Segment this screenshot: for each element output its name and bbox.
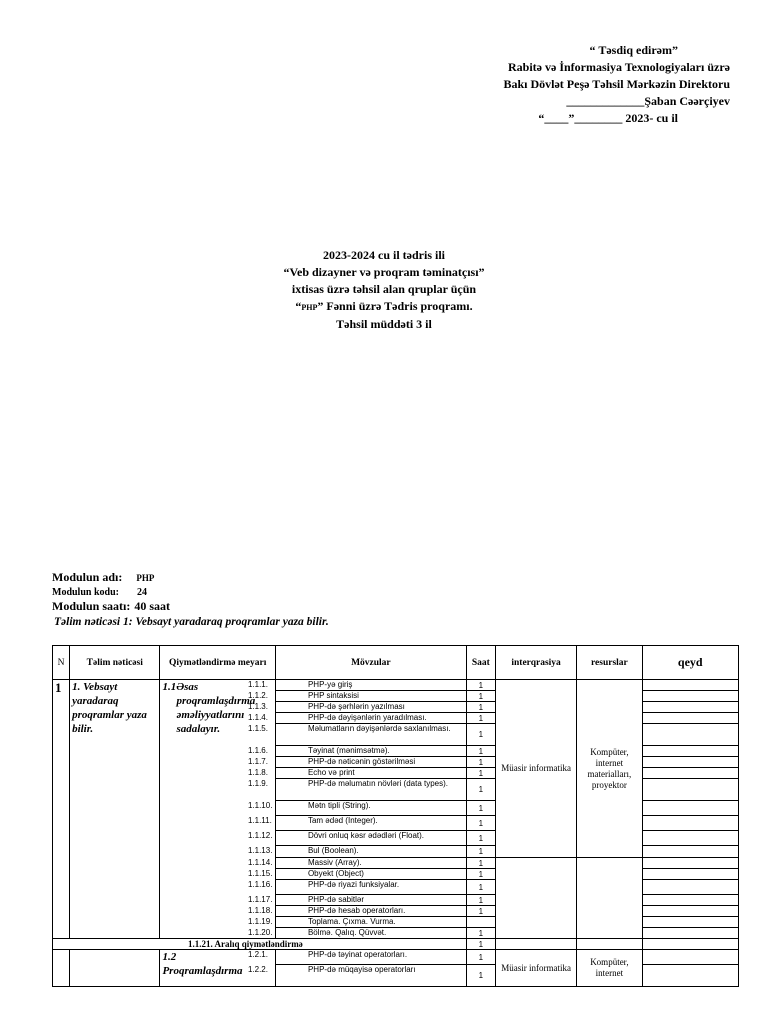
note-cell — [642, 939, 738, 950]
topic-hours: 1 — [466, 950, 495, 965]
module-hours-value: 40 saat — [134, 599, 171, 613]
topic-number: 1.2.1. — [247, 950, 268, 959]
note-cell — [642, 680, 738, 691]
module-code-value: 24 — [136, 587, 147, 598]
integration-cell-empty — [495, 858, 576, 939]
heading-year: 2023-2024 cu il tədris ili — [323, 248, 445, 262]
topic-number: 1.1.8. — [247, 768, 268, 777]
heading-groups: ixtisas üzrə təhsil alan qruplar üçün — [291, 282, 477, 296]
topic-hours: 1 — [466, 713, 495, 724]
interim-assessment-row — [53, 939, 739, 950]
assessment-criteria-2-text: Proqramlaşdırma — [162, 965, 243, 977]
module-name-label: Modulun adı: — [52, 570, 123, 584]
note-cell — [642, 724, 738, 746]
topic-hours: 1 — [466, 831, 495, 846]
approval-block — [330, 42, 730, 127]
approval-signature: _____________Şaban Cəərçiyev — [566, 94, 730, 108]
topic-number: 1.1.3. — [247, 702, 268, 711]
topic-text: Təyinat (mənimsətmə). — [307, 746, 390, 755]
topic-number: 1.1.19. — [247, 917, 273, 926]
note-cell — [642, 880, 738, 895]
section-number-empty — [53, 950, 70, 987]
interim-integration — [495, 939, 576, 950]
curriculum-table — [52, 645, 739, 987]
table-row — [53, 680, 739, 691]
note-cell — [642, 928, 738, 939]
note-cell — [642, 917, 738, 928]
topic-text: Bul (Boolean). — [307, 846, 359, 855]
topic-cell — [247, 950, 466, 965]
topic-hours: 1 — [466, 858, 495, 869]
col-header-outcome: Təlim nəticəsi — [70, 646, 160, 680]
topic-text: Mətn tipli (String). — [307, 801, 371, 810]
topic-text: Massiv (Array). — [307, 858, 362, 867]
topic-cell — [247, 869, 466, 880]
module-code-row — [52, 586, 329, 599]
table-header-row — [53, 646, 739, 680]
topic-hours: 1 — [466, 906, 495, 917]
interim-resources — [577, 939, 642, 950]
topic-hours: 1 — [466, 724, 495, 746]
topic-hours: 1 — [466, 965, 495, 987]
topic-cell — [247, 746, 466, 757]
topic-number: 1.1.18. — [247, 906, 273, 915]
topic-cell — [247, 713, 466, 724]
col-header-topics: Mövzular — [275, 646, 466, 680]
assessment-criteria-2-number: 1.2 — [162, 951, 177, 963]
topic-cell — [247, 895, 466, 906]
topic-text: PHP-də təyinat operatorları. — [307, 950, 408, 959]
integration-cell-2: Müasir informatika — [495, 950, 576, 987]
topic-hours: 1 — [466, 779, 495, 801]
topic-hours: 1 — [466, 768, 495, 779]
module-name-value: PHP — [136, 573, 155, 583]
note-cell — [642, 858, 738, 869]
topic-hours: 1 — [466, 801, 495, 816]
topic-text: PHP-də sabitlər — [307, 895, 364, 904]
note-cell — [642, 746, 738, 757]
section-number: 1 — [53, 680, 70, 939]
note-cell — [642, 816, 738, 831]
topic-number: 1.1.10. — [247, 801, 273, 810]
topic-number: 1.1.16. — [247, 880, 273, 889]
topic-text: PHP-də riyazi funksiyalar. — [307, 880, 400, 889]
topic-cell — [247, 757, 466, 768]
topic-number: 1.1.15. — [247, 869, 273, 878]
topic-cell — [247, 831, 466, 846]
note-cell — [642, 757, 738, 768]
document-heading — [0, 247, 768, 333]
topic-text: PHP-də hesab operatorları. — [307, 906, 406, 915]
heading-subject-name: PHP — [301, 303, 318, 312]
integration-cell: Müasir informatika — [495, 680, 576, 858]
interim-assessment-label: 1.1.21. Aralıq qiymətləndirmə — [53, 939, 467, 950]
topic-text: Məlumatların dəyişənlərdə saxlanılması. — [307, 724, 451, 733]
topic-number: 1.1.1. — [247, 680, 268, 689]
topic-number: 1.1.14. — [247, 858, 273, 867]
topic-hours — [466, 917, 495, 928]
topic-text: PHP-də nəticənin göstərilməsi — [307, 757, 416, 766]
topic-cell — [247, 680, 466, 691]
topic-number: 1.1.6. — [247, 746, 268, 755]
note-cell — [642, 846, 738, 858]
resources-cell-empty — [577, 858, 642, 939]
topic-hours: 1 — [466, 757, 495, 768]
topic-hours: 1 — [466, 691, 495, 702]
module-name-row — [52, 570, 329, 586]
topic-hours: 1 — [466, 746, 495, 757]
heading-subject-rest: ” Fənni üzrə Tədris proqramı. — [317, 299, 473, 313]
approval-title: “ Təsdiq edirəm” — [589, 43, 678, 57]
note-cell — [642, 831, 738, 846]
interim-assessment-hours: 1 — [466, 939, 495, 950]
topic-hours: 1 — [466, 880, 495, 895]
note-cell — [642, 702, 738, 713]
topic-number: 1.1.9. — [247, 779, 268, 788]
topic-number: 1.1.17. — [247, 895, 273, 904]
note-cell — [642, 713, 738, 724]
note-cell — [642, 965, 738, 987]
topic-text: Echo və print — [307, 768, 355, 777]
resources-cell: Kompüter, internet materialları, proyektor — [577, 680, 642, 858]
topic-cell — [247, 846, 466, 858]
topic-cell — [247, 724, 466, 746]
topic-cell — [247, 768, 466, 779]
topic-text: PHP-yə giriş — [307, 680, 353, 689]
topic-text: PHP-də məlumatın növləri (data types). — [307, 779, 449, 788]
topic-number: 1.1.12. — [247, 831, 273, 840]
topic-cell — [247, 691, 466, 702]
topic-cell — [247, 816, 466, 831]
topic-hours: 1 — [466, 702, 495, 713]
learning-outcome-empty — [70, 950, 160, 987]
topic-hours: 1 — [466, 846, 495, 858]
col-header-note: qeyd — [642, 646, 738, 680]
approval-date: “____”________ 2023- cu il — [538, 111, 678, 125]
module-hours-label: Modulun saatı: — [52, 599, 131, 613]
topic-number: 1.1.7. — [247, 757, 268, 766]
topic-text: Tam ədəd (Integer). — [307, 816, 378, 825]
topic-hours: 1 — [466, 680, 495, 691]
approval-position: Bakı Dövlət Peşə Təhsil Mərkəzin Direktoru — [503, 77, 730, 91]
note-cell — [642, 869, 738, 880]
learning-outcome: 1. Vebsayt yaradaraq proqramlar yaza bilir. — [70, 680, 160, 939]
topic-cell — [247, 906, 466, 917]
topic-text: Toplama. Çıxma. Vurma. — [307, 917, 396, 926]
topic-text: PHP-də müqayisə operatorları — [307, 965, 416, 974]
note-cell — [642, 691, 738, 702]
heading-subject — [0, 298, 768, 316]
topic-cell — [247, 965, 466, 987]
topic-text: Obyekt (Object) — [307, 869, 364, 878]
col-header-hours: Saat — [466, 646, 495, 680]
topic-text: PHP-də şərhlərin yazılması — [307, 702, 405, 711]
topic-number: 1.1.5. — [247, 724, 268, 733]
topic-text: PHP-də dəyişənlərin yaradılması. — [307, 713, 427, 722]
resources-cell-2: Kompüter, internet — [577, 950, 642, 987]
topic-cell — [247, 917, 466, 928]
topic-cell — [247, 801, 466, 816]
topic-number: 1.1.20. — [247, 928, 273, 937]
heading-specialty: “Veb dizayner və proqram təminatçısı” — [283, 265, 485, 279]
module-code-label: Modulun kodu: — [52, 587, 119, 598]
note-cell — [642, 779, 738, 801]
topic-number: 1.1.4. — [247, 713, 268, 722]
topic-text: Dövri onluq kəsr ədədləri (Float). — [307, 831, 424, 840]
col-header-criteria: Qiymətləndirmə meyarı — [160, 646, 276, 680]
note-cell — [642, 801, 738, 816]
note-cell — [642, 895, 738, 906]
topic-number: 1.2.2. — [247, 965, 268, 974]
topic-hours: 1 — [466, 895, 495, 906]
topic-cell — [247, 858, 466, 869]
topic-hours: 1 — [466, 869, 495, 880]
module-hours-row — [52, 599, 329, 614]
module-info — [52, 570, 329, 631]
assessment-criteria-text: 1.1Əsas proqramlaşdırma əməliyyatlarını sadalayır. — [162, 681, 256, 735]
approval-org: Rabitə və İnformasiya Texnologiyaları üzrə — [508, 60, 730, 74]
topic-cell — [247, 880, 466, 895]
topic-hours: 1 — [466, 816, 495, 831]
topic-cell — [247, 928, 466, 939]
note-cell — [642, 950, 738, 965]
topic-cell — [247, 779, 466, 801]
table-row — [53, 950, 739, 965]
topic-number: 1.1.13. — [247, 846, 273, 855]
topic-number: 1.1.11. — [247, 816, 272, 825]
topic-number: 1.1.2. — [247, 691, 268, 700]
col-header-resources: resurslar — [577, 646, 642, 680]
note-cell — [642, 906, 738, 917]
topic-hours: 1 — [466, 928, 495, 939]
module-outcome-line: Təlim nəticəsi 1: Vebsayt yaradaraq proqramlar yaza bilir. — [54, 616, 329, 628]
topic-text: Bölmə. Qalıq. Qüvvət. — [307, 928, 387, 937]
note-cell — [642, 768, 738, 779]
heading-duration: Təhsil müddəti 3 il — [336, 317, 432, 331]
col-header-integration: interqrasiya — [495, 646, 576, 680]
topic-cell — [247, 702, 466, 713]
heading-quote-open: “ — [295, 299, 302, 313]
topic-text: PHP sintaksisi — [307, 691, 359, 700]
col-header-n: N — [53, 646, 70, 680]
